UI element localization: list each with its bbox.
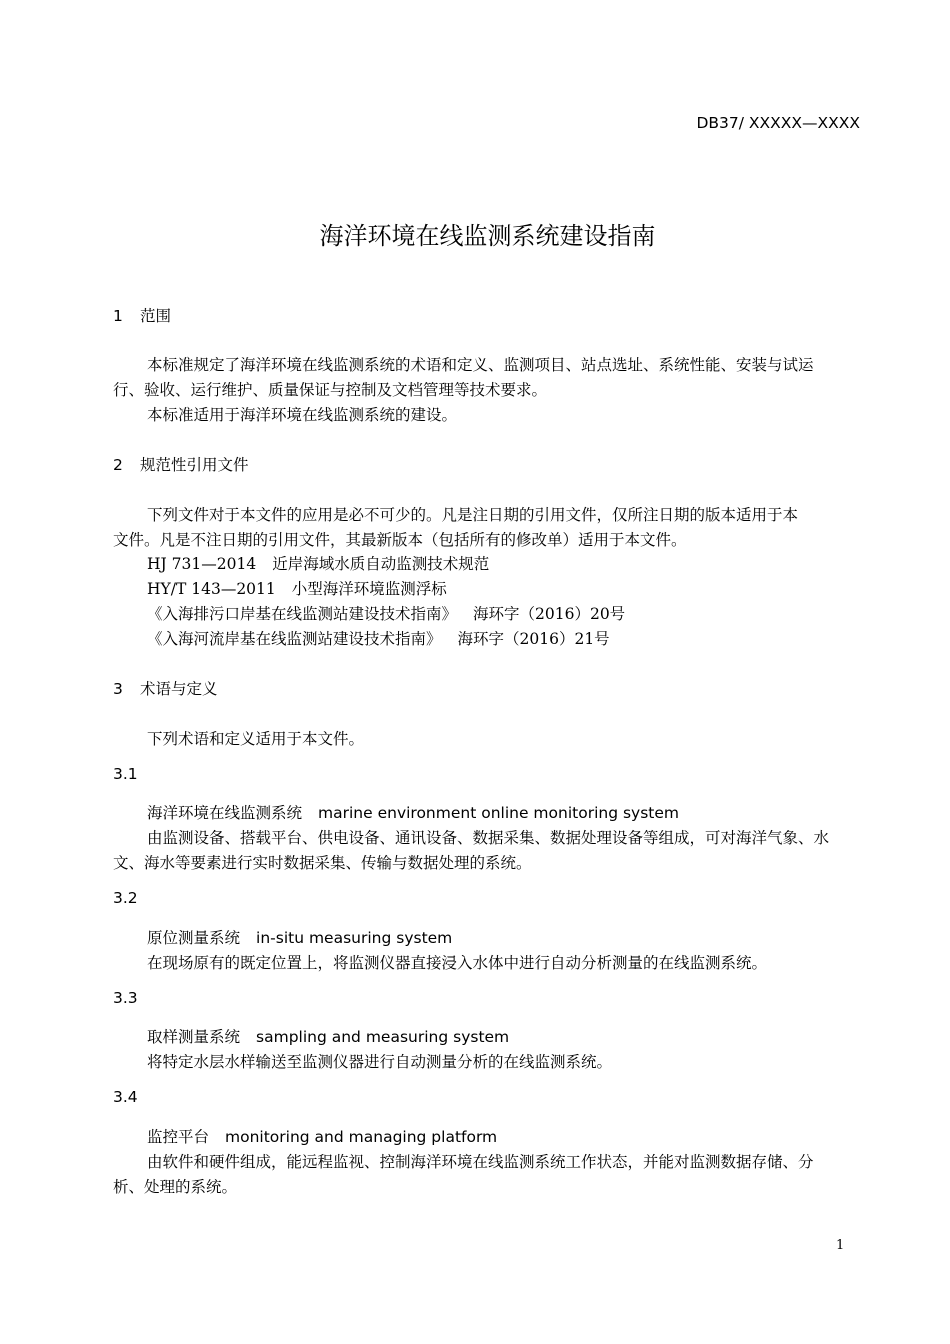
- term-zh: 取样测量系统: [147, 1028, 241, 1046]
- term-en: in-situ measuring system: [256, 929, 453, 947]
- section-number: 3: [113, 680, 123, 698]
- page-number: 1: [836, 1238, 845, 1253]
- reference-item: [147, 602, 625, 624]
- section-title: 术语与定义: [140, 680, 218, 698]
- section-number: 2: [113, 456, 123, 474]
- subsection-number: 3.4: [113, 1088, 138, 1106]
- section-number: 1: [113, 307, 123, 325]
- paragraph-line: 行、验收、运行维护、质量保证与控制及文档管理等技术要求。: [113, 381, 548, 399]
- definition-line: 析、处理的系统。: [113, 1178, 238, 1196]
- term-heading: [147, 1125, 497, 1147]
- term-heading: [147, 926, 452, 948]
- definition-line: 由软件和硬件组成，能远程监视、控制海洋环境在线监测系统工作状态，并能对监测数据存储、分: [147, 1153, 814, 1171]
- section-heading-terms-and-definitions: [113, 677, 218, 699]
- document-code: DB37/ XXXXX—XXXX: [696, 114, 860, 132]
- paragraph-line: 下列术语和定义适用于本文件。: [147, 730, 365, 748]
- reference-title: 近岸海域水质自动监测技术规范: [272, 555, 490, 573]
- paragraph-line: 文件。凡是不注日期的引用文件，其最新版本（包括所有的修改单）适用于本文件。: [113, 531, 687, 549]
- section-title: 范围: [140, 307, 172, 325]
- document-title: 海洋环境在线监测系统建设指南: [319, 222, 656, 250]
- reference-code: 《入海河流岸基在线监测站建设技术指南》: [147, 630, 442, 648]
- reference-code: HJ 731—2014: [147, 555, 257, 573]
- term-en: sampling and measuring system: [256, 1028, 510, 1046]
- term-en: monitoring and managing platform: [225, 1128, 498, 1146]
- term-en: marine environment online monitoring system: [318, 804, 680, 822]
- subsection-number: 3.3: [113, 989, 138, 1007]
- definition-line: 由监测设备、搭载平台、供电设备、通讯设备、数据采集、数据处理设备等组成，可对海洋气象、水: [147, 829, 830, 847]
- subsection-number: 3.1: [113, 765, 138, 783]
- paragraph-line: 本标准适用于海洋环境在线监测系统的建设。: [147, 406, 458, 424]
- subsection-number: 3.2: [113, 889, 138, 907]
- term-zh: 原位测量系统: [147, 929, 241, 947]
- section-heading-scope: [113, 304, 171, 326]
- reference-code: 《入海排污口岸基在线监测站建设技术指南》: [147, 605, 458, 623]
- section-heading-normative-references: [113, 453, 249, 475]
- reference-code: HY/T 143—2011: [147, 580, 276, 598]
- term-zh: 监控平台: [147, 1128, 210, 1146]
- term-zh: 海洋环境在线监测系统: [147, 804, 303, 822]
- reference-title: 海环字（2016）21号: [457, 630, 610, 648]
- paragraph-line: 本标准规定了海洋环境在线监测系统的术语和定义、监测项目、站点选址、系统性能、安装与试运: [147, 356, 814, 374]
- reference-title: 海环字（2016）20号: [473, 605, 626, 623]
- reference-item: [147, 627, 610, 649]
- section-title: 规范性引用文件: [140, 456, 249, 474]
- definition-line: 将特定水层水样输送至监测仪器进行自动测量分析的在线监测系统。: [147, 1053, 613, 1071]
- term-heading: [147, 801, 679, 823]
- reference-title: 小型海洋环境监测浮标: [291, 580, 447, 598]
- definition-line: 在现场原有的既定位置上，将监测仪器直接浸入水体中进行自动分析测量的在线监测系统。: [147, 954, 768, 972]
- reference-item: [147, 552, 489, 574]
- reference-item: [147, 577, 447, 599]
- definition-line: 文、海水等要素进行实时数据采集、传输与数据处理的系统。: [113, 854, 532, 872]
- paragraph-line: 下列文件对于本文件的应用是必不可少的。凡是注日期的引用文件，仅所注日期的版本适用于本: [147, 506, 799, 524]
- term-heading: [147, 1025, 509, 1047]
